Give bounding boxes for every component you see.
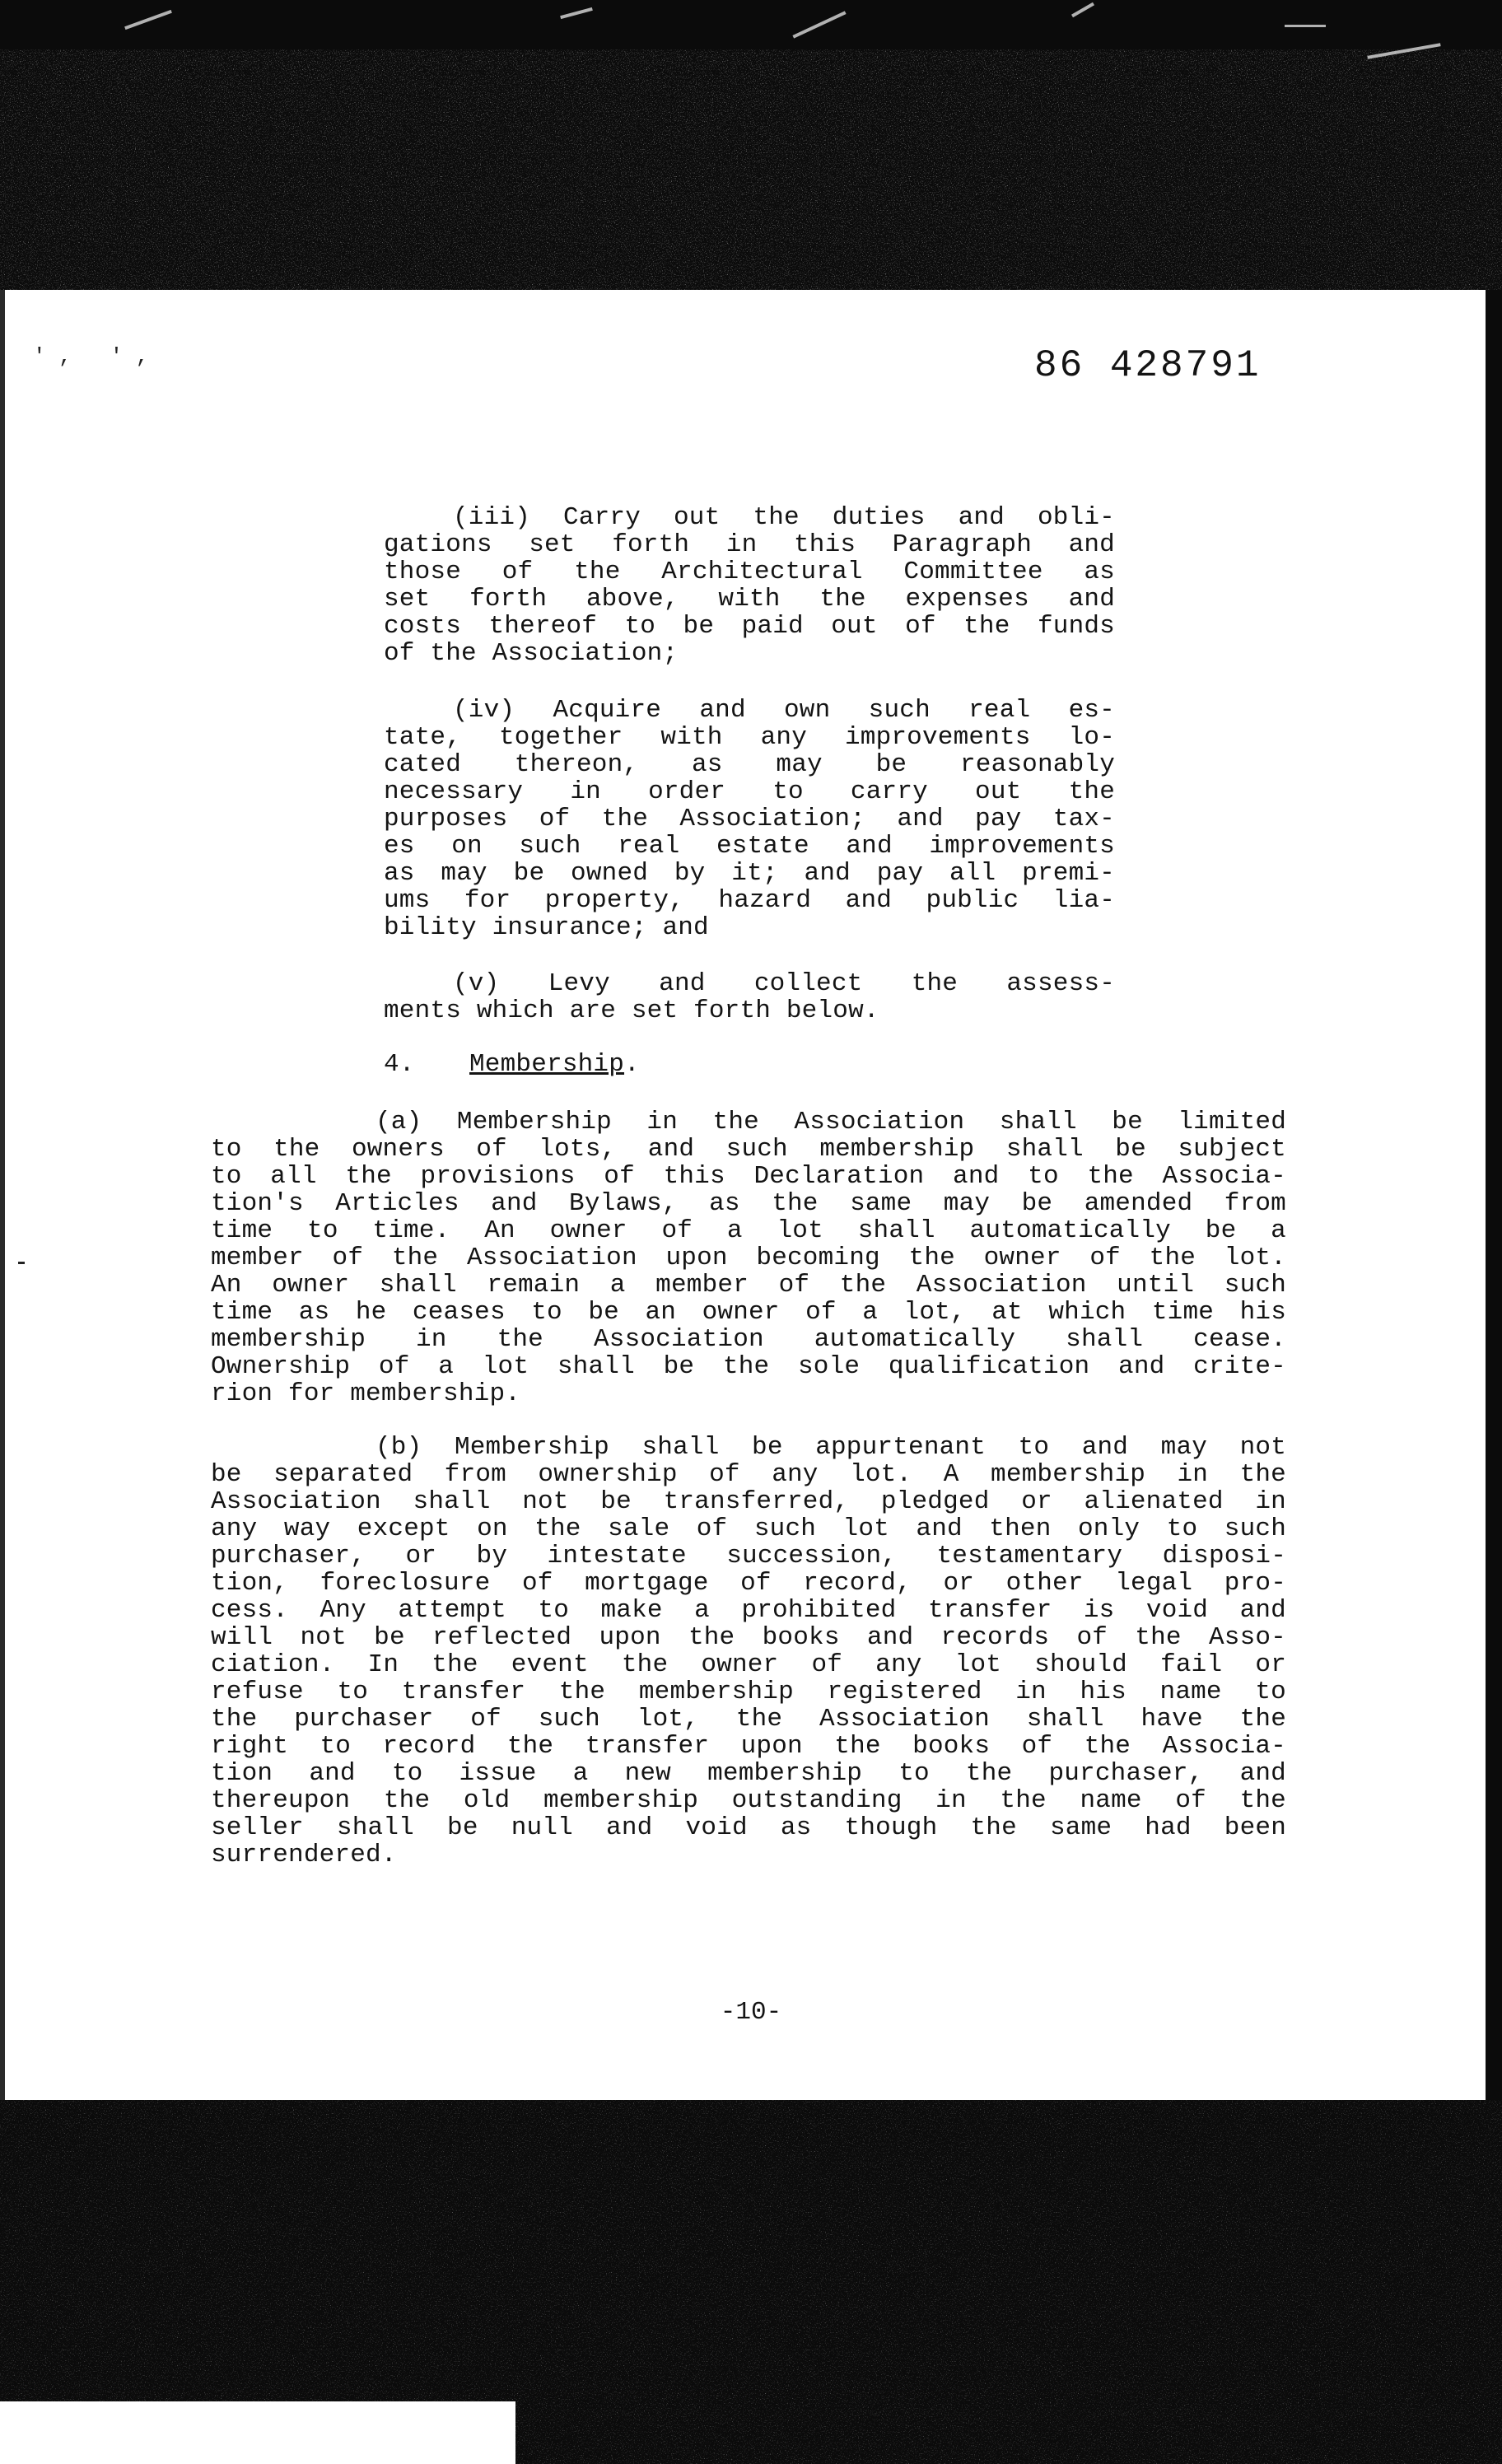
text-line: time to time. An owner of a lot shall automatically be a	[211, 1216, 1286, 1245]
document-number: 86 428791	[1034, 344, 1262, 387]
text-line: thereupon the old membership outstanding in the name of the	[211, 1786, 1286, 1815]
text-line: An owner shall remain a member of the Association until such	[211, 1271, 1286, 1300]
text-line: Ownership of a lot shall be the sole qualification and crite-	[211, 1352, 1286, 1381]
section-heading	[384, 1051, 1115, 1078]
text-line: ums for property, hazard and public lia-	[384, 886, 1115, 915]
text-line: tion and to issue a new membership to the purchaser, and	[211, 1759, 1286, 1788]
page-number: -10-	[720, 1998, 782, 2027]
text-line: membership in the Association automatically shall cease.	[211, 1325, 1286, 1354]
text-line: be separated from ownership of any lot. A membership in the	[211, 1460, 1286, 1489]
text-line: cess. Any attempt to make a prohibited transfer is void and	[211, 1596, 1286, 1625]
text-line: as may be owned by it; and pay all premi-	[384, 859, 1115, 888]
scan-noise-top	[0, 0, 1502, 290]
text-line: es on such real estate and improvements	[384, 832, 1115, 861]
text-line: costs thereof to be paid out of the funds	[384, 612, 1115, 641]
text-line: necessary in order to carry out the	[384, 777, 1115, 806]
text-line: any way except on the sale of such lot and then only to such	[211, 1514, 1286, 1543]
paragraph-v	[384, 970, 1115, 1024]
text-line: to the owners of lots, and such membership shall be subject	[211, 1135, 1286, 1164]
text-line: purposes of the Association; and pay tax-	[384, 805, 1115, 833]
stray-marks: ' , ' ,	[33, 344, 149, 369]
text-line: the purchaser of such lot, the Association shall have the	[211, 1705, 1286, 1734]
margin-mark	[18, 1262, 25, 1264]
text-line: time as he ceases to be an owner of a lot, at which time his	[211, 1298, 1286, 1327]
text-line: tion, foreclosure of mortgage of record, or other legal pro-	[211, 1569, 1286, 1598]
text-line: (iii) Carry out the duties and obli-	[453, 503, 1115, 532]
scan-border-bottom	[0, 2100, 1502, 2464]
text-line: (a) Membership in the Association shall be limited	[376, 1108, 1286, 1136]
text-line: to all the provisions of this Declaration and to the Associa-	[211, 1162, 1286, 1191]
paragraph-b	[211, 1434, 1286, 1869]
scan-edge-left	[0, 290, 5, 2100]
text-line: of the Association;	[384, 639, 679, 668]
text-line: refuse to transfer the membership registered in his name to	[211, 1678, 1286, 1706]
paragraph-iv	[384, 697, 1115, 941]
text-line: seller shall be null and void as though the same had been	[211, 1813, 1286, 1842]
text-line: Association shall not be transferred, pledged or alienated in	[211, 1487, 1286, 1516]
text-line: surrendered.	[211, 1841, 397, 1869]
text-line: gations set forth in this Paragraph and	[384, 530, 1115, 559]
text-line: tion's Articles and Bylaws, as the same may be amended from	[211, 1189, 1286, 1218]
text-line: set forth above, with the expenses and	[384, 585, 1115, 614]
text-line: will not be reflected upon the books and records of the Asso-	[211, 1623, 1286, 1652]
paragraph-iii	[384, 504, 1115, 667]
text-line: purchaser, or by intestate succession, testamentary disposi-	[211, 1542, 1286, 1570]
scan-white-patch	[0, 2401, 515, 2464]
text-line: those of the Architectural Committee as	[384, 558, 1115, 586]
scan-edge-right	[1486, 290, 1502, 2100]
text-line: (iv) Acquire and own such real es-	[453, 696, 1115, 725]
text-line: right to record the transfer upon the books of the Associa-	[211, 1732, 1286, 1761]
scan-border-top	[0, 0, 1502, 290]
paragraph-a	[211, 1108, 1286, 1407]
text-line: (b) Membership shall be appurtenant to and may not	[376, 1433, 1286, 1462]
section-title: Membership	[469, 1050, 625, 1079]
text-line: cated thereon, as may be reasonably	[384, 750, 1115, 779]
text-line: bility insurance; and	[384, 913, 709, 942]
text-line: tate, together with any improvements lo-	[384, 723, 1115, 752]
text-line: ments which are set forth below.	[384, 996, 879, 1025]
text-line: ciation. In the event the owner of any lot should fail or	[211, 1650, 1286, 1679]
section-title-period: .	[624, 1050, 640, 1079]
text-line: member of the Association upon becoming the owner of the lot.	[211, 1244, 1286, 1272]
section-number: 4.	[384, 1050, 415, 1079]
text-line: (v) Levy and collect the assess-	[453, 969, 1115, 998]
text-line: rion for membership.	[211, 1379, 521, 1408]
